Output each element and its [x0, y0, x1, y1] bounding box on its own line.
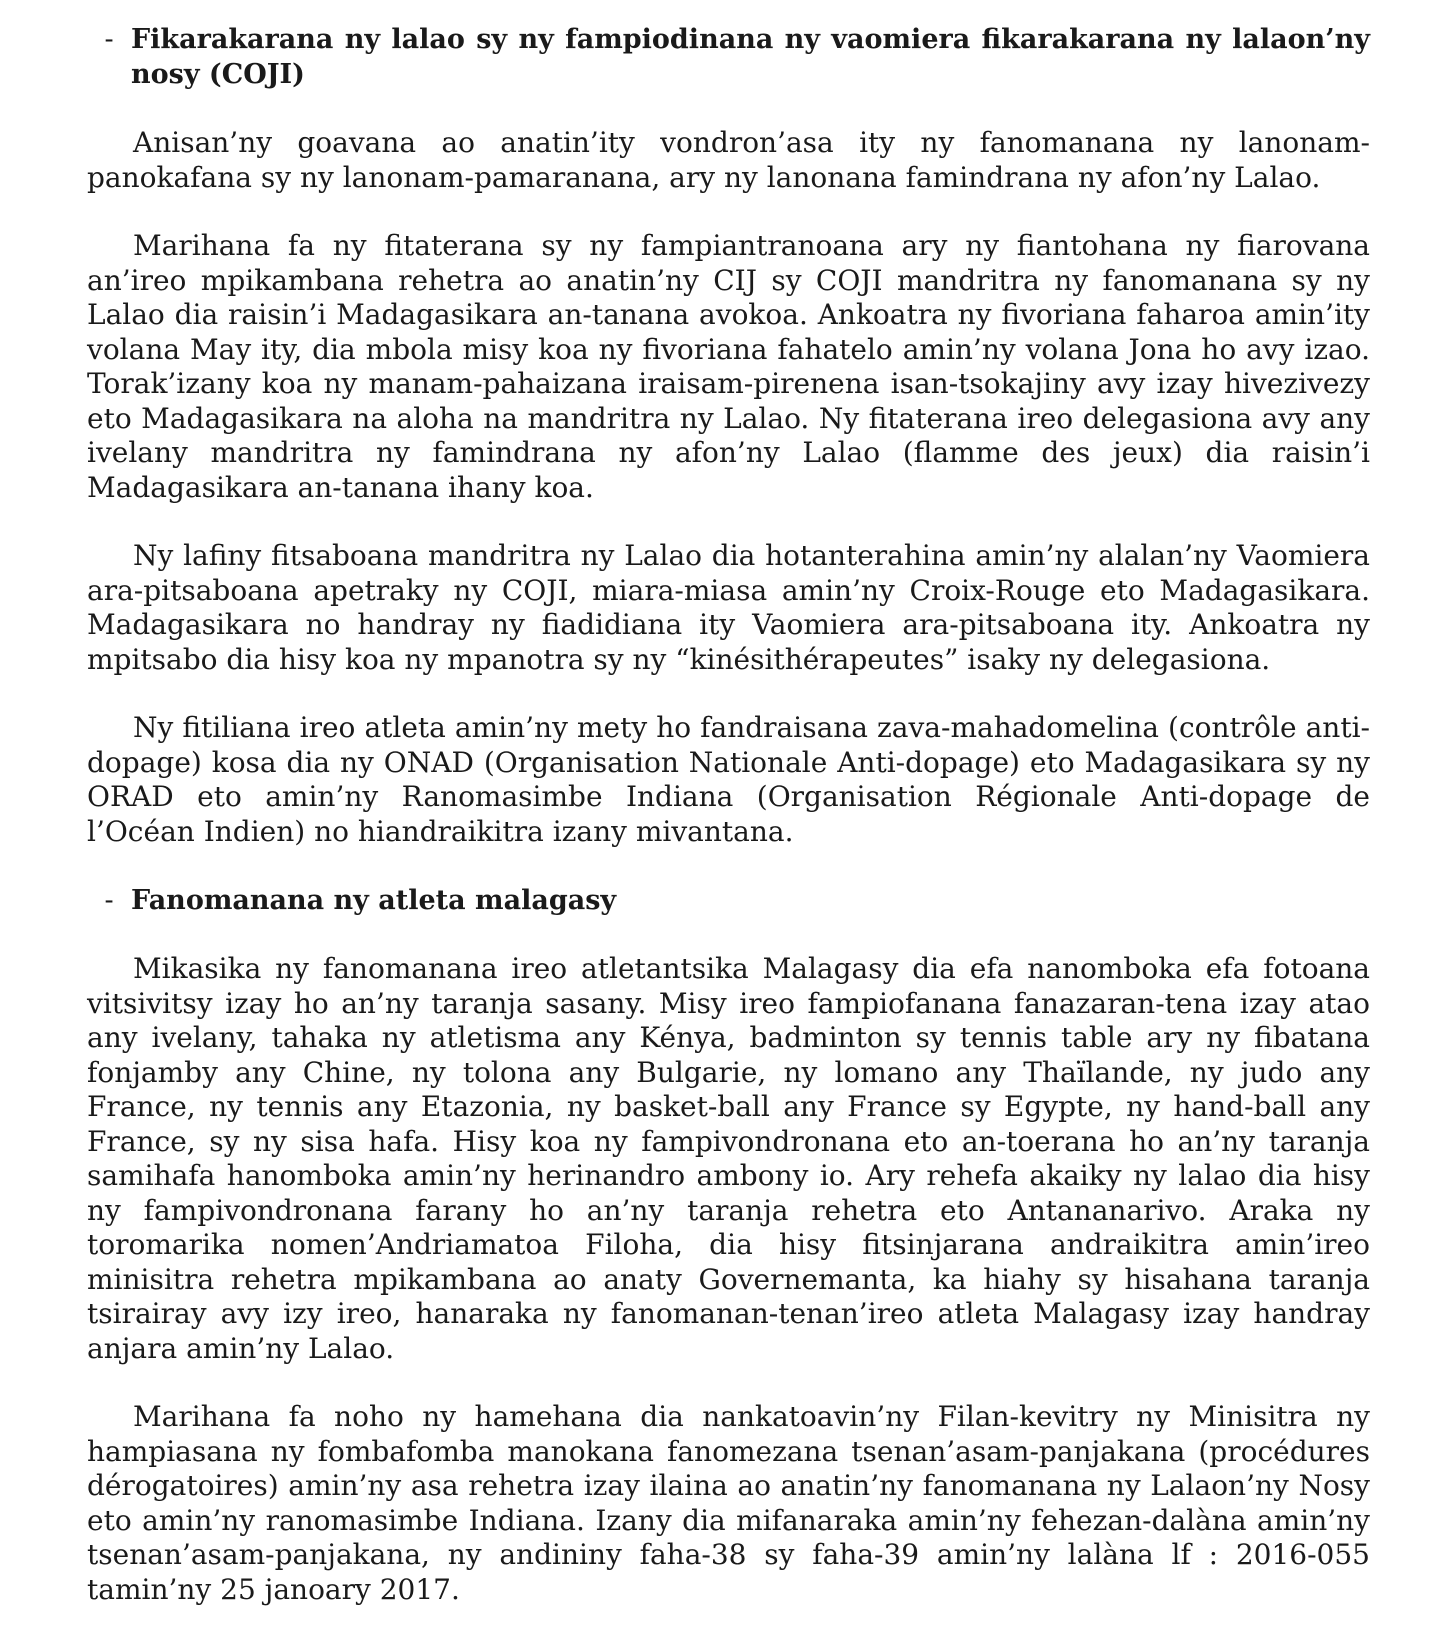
paragraph-logistics: Marihana fa ny fitaterana sy ny fampiantranoana ary ny fiantohana ny fiarovana an’ireo mpikambana rehetra ao anatin’ny CIJ sy COJI mandritra ny fanomanana sy ny Lalao dia raisin’i Madagasikara an-tanana avokoa. Ankoatra ny fivoriana faharoa amin’ity volana May ity, dia mbola misy koa ny fivoriana fahatelo amin’ny volana Jona ho avy izao. Torak’izany koa ny manam-pahaizana iraisam-pirenena isan-tsokajiny avy izay hivezivezy eto Madagasikara na aloha na mandritra ny Lalao. Ny fitaterana ireo delegasiona avy any ivelany mandritra ny famindrana ny afon’ny Lalao (flamme des jeux) dia raisin’i Madagasikara an-tanana ihany koa.	[87, 229, 1370, 504]
bullet-dash: -	[104, 885, 114, 916]
paragraph-procedures: Marihana fa noho ny hamehana dia nankatoavin’ny Filan-kevitry ny Minisitra ny hampiasana ny fombafomba manokana fanomezana tsenan’asam-panjakana (procédures dérogatoires) amin’ny asa rehetra izay ilaina ao anatin’ny fanomanana ny Lalaon’ny Nosy eto amin’ny ranomasimbe Indiana. Izany dia mifanaraka amin’ny fehezan-dalàna amin’ny tsenan’asam-panjakana, ny andininy faha-38 sy faha-39 amin’ny lalàna lf : 2016-055 tamin’ny 25 janoary 2017.	[87, 1400, 1370, 1606]
bullet-dash: -	[104, 24, 114, 55]
document-page	[87, 16, 1370, 1641]
section-heading-coji	[87, 22, 1370, 92]
heading-text: Fikarakarana ny lalao sy ny fampiodinana ny vaomiera fikarakarana ny lalaon’ny nosy (COJI)	[131, 24, 1370, 90]
paragraph-ceremonies: Anisan’ny goavana ao anatin’ity vondron’asa ity ny fanomanana ny lanonam-panokafana sy ny lanonam-pamaranana, ary ny lanonana famindrana ny afon’ny Lalao.	[87, 126, 1370, 194]
paragraph-anti-doping: Ny fitiliana ireo atleta amin’ny mety ho fandraisana zava-mahadomelina (contrôle anti-dopage) kosa dia ny ONAD (Organisation Nationale Anti-dopage) eto Madagasikara sy ny ORAD eto amin’ny Ranomasimbe Indiana (Organisation Régionale Anti-dopage de l’Océan Indien) no hiandraikitra izany mivantana.	[87, 711, 1370, 848]
heading-text: Fanomanana ny atleta malagasy	[131, 885, 617, 916]
paragraph-training: Mikasika ny fanomanana ireo atletantsika Malagasy dia efa nanomboka efa fotoana vitsivitsy izay ho an’ny taranja sasany. Misy ireo fampiofanana fanazaran-tena izay atao any ivelany, tahaka ny atletisma any Kénya, badminton sy tennis table ary ny fibatana fonjamby any Chine, ny tolona any Bulgarie, ny lomano any Thaïlande, ny judo any France, ny tennis any Etazonia, ny basket-ball any France sy Egypte, ny hand-ball any France, sy ny sisa hafa. Hisy koa ny fampivondronana eto an-toerana ho an’ny taranja samihafa hanomboka amin’ny herinandro ambony io. Ary rehefa akaiky ny lalao dia hisy ny fampivondronana farany ho an’ny taranja rehetra eto Antananarivo. Araka ny toromarika nomen’Andriamatoa Filoha, dia hisy fitsinjarana andraikitra amin’ireo minisitra rehetra mpikambana ao anaty Governemanta, ka hiahy sy hisahana taranja tsirairay avy izy ireo, hanaraka ny fanomanan-tenan’ireo atleta Malagasy izay handray anjara amin’ny Lalao.	[87, 952, 1370, 1365]
paragraph-medical: Ny lafiny fitsaboana mandritra ny Lalao dia hotanterahina amin’ny alalan’ny Vaomiera ara-pitsaboana apetraky ny COJI, miara-miasa amin’ny Croix-Rouge eto Madagasikara. Madagasikara no handray ny fiadidiana ity Vaomiera ara-pitsaboana ity. Ankoatra ny mpitsabo dia hisy koa ny mpanotra sy ny “kinésithérapeutes” isaky ny delegasiona.	[87, 539, 1370, 676]
section-heading-athletes	[87, 883, 1370, 918]
